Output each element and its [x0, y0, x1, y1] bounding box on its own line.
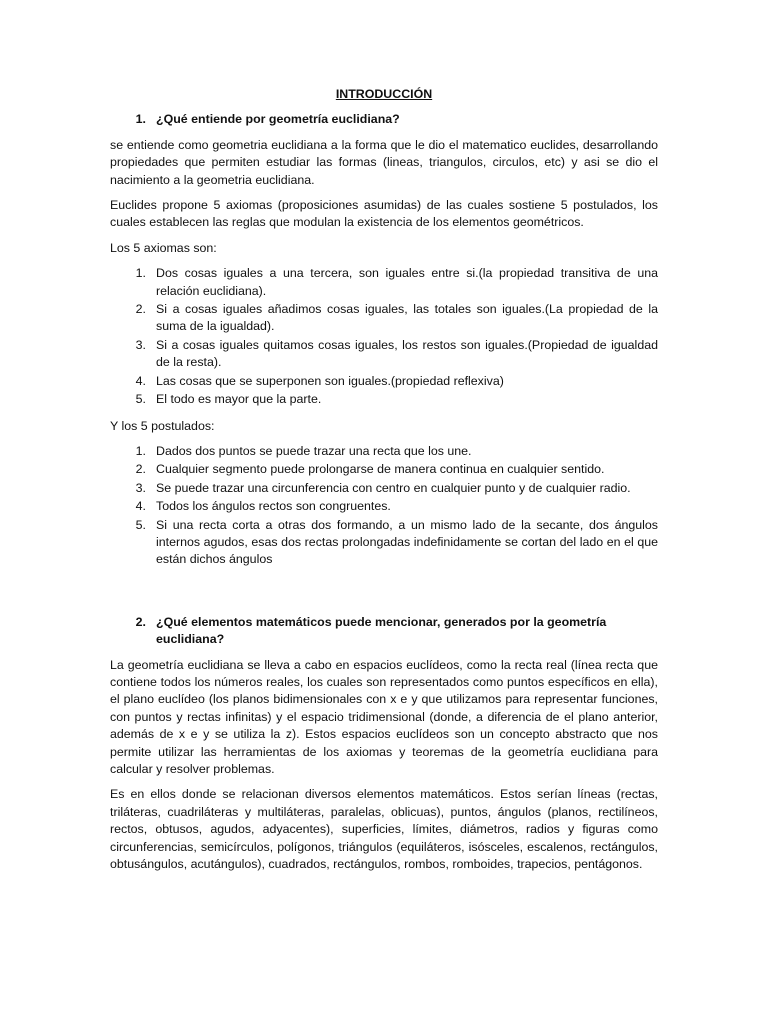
list-number: 3. — [135, 337, 146, 352]
list-text: Dos cosas iguales a una tercera, son iguales entre si.(la propiedad transitiva de una relación euclidiana). — [156, 266, 658, 298]
question-2 — [110, 614, 658, 649]
list-item — [110, 265, 658, 300]
list-number: 5. — [135, 517, 146, 532]
list-number: 3. — [135, 480, 146, 495]
list-item — [110, 480, 658, 497]
question-number: 2. — [135, 614, 146, 629]
list-item — [110, 337, 658, 372]
list-text: Las cosas que se superponen son iguales.(propiedad reflexiva) — [156, 373, 504, 388]
paragraph-elements: Es en ellos donde se relacionan diversos elementos matemáticos. Estos serían líneas (rectas, triláteras, cuadriláteras y multiláteras, paralelas, oblicuas), puntos, ángulos (planos, rectilíneos, rectos, obtusos, agudos, adyacentes), superficies, límites, diámetros, radios y figuras como circunferencias, semicírculos, polígonos, triángulos (equiláteros, isósceles, escalenos, rectángulos, obtusángulos, acutángulos), cuadrados, rectángulos, rombos, romboides, trapecios, pentágonos. — [110, 787, 658, 872]
question-number: 1. — [135, 112, 146, 127]
list-item — [110, 461, 658, 478]
list-item — [110, 391, 658, 408]
axioms-intro: Los 5 axiomas son: — [110, 240, 217, 255]
list-number: 1. — [135, 266, 146, 281]
postulates-list — [110, 443, 658, 569]
question-1 — [110, 111, 658, 128]
axioms-list — [110, 265, 658, 408]
list-text: Dados dos puntos se puede trazar una recta que los une. — [156, 443, 472, 458]
list-text: Se puede trazar una circunferencia con centro en cualquier punto y de cualquier radio. — [156, 480, 631, 495]
list-text: Cualquier segmento puede prolongarse de manera continua en cualquier sentido. — [156, 462, 605, 477]
spacer — [110, 578, 658, 614]
paragraph-axioms-postulates: Euclides propone 5 axiomas (proposiciones asumidas) de las cuales sostiene 5 postulados, los cuales establecen las reglas que modulan la existencia de los elementos geométricos. — [110, 198, 658, 230]
list-text: Si a cosas iguales quitamos cosas iguales, los restos son iguales.(Propiedad de igualdad de la resta). — [156, 337, 658, 370]
list-number: 5. — [135, 392, 146, 407]
paragraph-definition: se entiende como geometria euclidiana a la forma que le dio el matematico euclides, desarrollando propiedades que permiten estudiar las formas (lineas, triangulos, circulos, etc) y asi se dio el nacimiento a la geometria euclidiana. — [110, 137, 658, 187]
list-item — [110, 517, 658, 569]
list-item — [110, 301, 658, 336]
list-text: Todos los ángulos rectos son congruentes. — [156, 499, 391, 514]
question-text: ¿Qué elementos matemáticos puede mencionar, generados por la geometría euclidiana? — [156, 614, 607, 647]
question-text: ¿Qué entiende por geometría euclidiana? — [156, 112, 400, 127]
list-number: 2. — [135, 302, 146, 317]
list-number: 4. — [135, 373, 146, 388]
list-text: Si una recta corta a otras dos formando, a un mismo lado de la secante, dos ángulos internos agudos, esas dos rectas prolongadas indefinidamente se cortan del lado en el que están dichos ángulos — [156, 517, 658, 567]
list-item — [110, 443, 658, 460]
list-number: 4. — [135, 499, 146, 514]
list-item — [110, 498, 658, 515]
postulates-intro: Y los 5 postulados: — [110, 418, 215, 433]
list-text: El todo es mayor que la parte. — [156, 392, 322, 407]
list-item — [110, 373, 658, 390]
list-number: 1. — [135, 443, 146, 458]
paragraph-euclidean-spaces: La geometría euclidiana se lleva a cabo en espacios euclídeos, como la recta real (línea recta que contiene todos los números reales, los cuales son representados como puntos específicos en ella), el plano euclídeo (los planos bidimensionales con x e y que utilizamos para representar funciones, con puntos y rectas infinitas) y el espacio tridimensional (donde, a diferencia de el plano anterior, además de x e y se utiliza la z). Estos espacios euclídeos son un concepto abstracto que nos permite utilizar las herramientas de los axiomas y teoremas de la geometría euclidiana para calcular y resolver problemas. — [110, 657, 658, 776]
page-title: INTRODUCCIÓN — [335, 87, 433, 101]
list-text: Si a cosas iguales añadimos cosas iguales, las totales son iguales.(La propiedad de la suma de la igualdad). — [156, 302, 658, 334]
list-number: 2. — [135, 462, 146, 477]
